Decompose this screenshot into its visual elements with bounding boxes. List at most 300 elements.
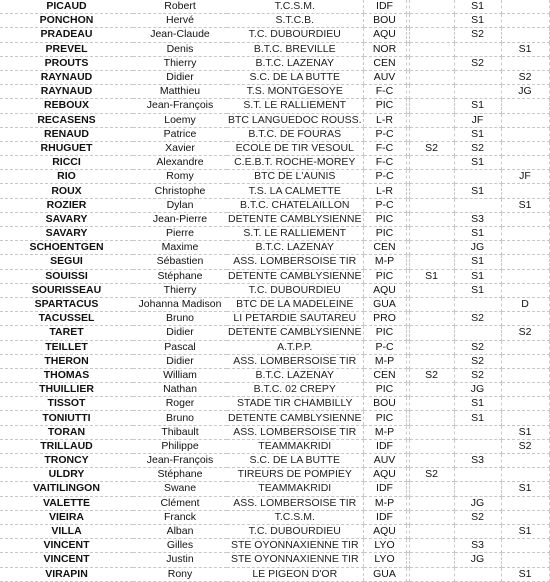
category-col-2-cell bbox=[409, 127, 454, 141]
region-cell: AQU bbox=[363, 524, 406, 538]
last-name-cell: REBOUX bbox=[0, 99, 133, 113]
table-row bbox=[0, 28, 549, 42]
table-row bbox=[0, 170, 549, 184]
first-name-cell: Loemy bbox=[133, 113, 227, 127]
first-name-cell: Philippe bbox=[133, 439, 227, 453]
category-col-2-cell bbox=[409, 113, 454, 127]
last-name-cell: TACUSSEL bbox=[0, 312, 133, 326]
category-col-2-cell bbox=[409, 397, 454, 411]
club-cell: ECOLE DE TIR VESOUL bbox=[227, 141, 363, 155]
category-col-3-cell: S1 bbox=[454, 127, 501, 141]
category-col-4-cell bbox=[501, 113, 549, 127]
last-name-cell: ROUX bbox=[0, 184, 133, 198]
category-col-4-cell bbox=[501, 411, 549, 425]
category-col-2-cell bbox=[409, 56, 454, 70]
category-col-2-cell: S2 bbox=[409, 141, 454, 155]
category-col-3-cell: S1 bbox=[454, 184, 501, 198]
category-col-2-cell bbox=[409, 42, 454, 56]
club-cell: ASS. LOMBERSOISE TIR bbox=[227, 354, 363, 368]
first-name-cell: Matthieu bbox=[133, 85, 227, 99]
category-col-3-cell bbox=[454, 326, 501, 340]
last-name-cell: PROUTS bbox=[0, 56, 133, 70]
category-col-3-cell bbox=[454, 425, 501, 439]
last-name-cell: THERON bbox=[0, 354, 133, 368]
table-row bbox=[0, 383, 549, 397]
category-col-2-cell bbox=[409, 198, 454, 212]
category-col-2-cell bbox=[409, 212, 454, 226]
last-name-cell: RICCI bbox=[0, 156, 133, 170]
category-col-4-cell bbox=[501, 354, 549, 368]
first-name-cell: Robert bbox=[133, 0, 227, 14]
table-row bbox=[0, 567, 549, 581]
category-col-2-cell bbox=[409, 0, 454, 14]
last-name-cell: SAVARY bbox=[0, 227, 133, 241]
last-name-cell: SPARTACUS bbox=[0, 297, 133, 311]
table-row bbox=[0, 510, 549, 524]
club-cell: B.T.C. LAZENAY bbox=[227, 241, 363, 255]
region-cell: IDF bbox=[363, 439, 406, 453]
category-col-4-cell: D bbox=[501, 297, 549, 311]
club-cell: STE OYONNAXIENNE TIR bbox=[227, 553, 363, 567]
last-name-cell: VALETTE bbox=[0, 496, 133, 510]
category-col-3-cell: S2 bbox=[454, 56, 501, 70]
category-col-3-cell: S2 bbox=[454, 312, 501, 326]
category-col-2-cell bbox=[409, 14, 454, 28]
club-cell: S.T.C.B. bbox=[227, 14, 363, 28]
category-col-2-cell bbox=[409, 539, 454, 553]
last-name-cell: TISSOT bbox=[0, 397, 133, 411]
category-col-4-cell bbox=[501, 141, 549, 155]
region-cell: IDF bbox=[363, 510, 406, 524]
category-col-3-cell bbox=[454, 482, 501, 496]
last-name-cell: TRILLAUD bbox=[0, 439, 133, 453]
table-row bbox=[0, 212, 549, 226]
club-cell: TEAMMAKRIDI bbox=[227, 439, 363, 453]
region-cell: LYO bbox=[363, 539, 406, 553]
region-cell: CEN bbox=[363, 241, 406, 255]
category-col-3-cell bbox=[454, 85, 501, 99]
last-name-cell: THUILLIER bbox=[0, 383, 133, 397]
last-name-cell: TORAN bbox=[0, 425, 133, 439]
category-col-4-cell: JF bbox=[501, 170, 549, 184]
category-col-4-cell bbox=[501, 510, 549, 524]
last-name-cell: PICAUD bbox=[0, 0, 133, 14]
last-name-cell: PRADEAU bbox=[0, 28, 133, 42]
category-col-3-cell: S2 bbox=[454, 354, 501, 368]
category-col-2-cell bbox=[409, 227, 454, 241]
club-cell: S.T. LE RALLIEMENT bbox=[227, 227, 363, 241]
club-cell: TIREURS DE POMPIEY bbox=[227, 468, 363, 482]
first-name-cell: Rony bbox=[133, 567, 227, 581]
last-name-cell: SOURISSEAU bbox=[0, 283, 133, 297]
table-row bbox=[0, 425, 549, 439]
category-col-3-cell: S2 bbox=[454, 340, 501, 354]
table-row bbox=[0, 127, 549, 141]
table-row bbox=[0, 553, 549, 567]
first-name-cell: Thibault bbox=[133, 425, 227, 439]
category-col-4-cell bbox=[501, 99, 549, 113]
category-col-2-cell bbox=[409, 70, 454, 84]
club-cell: T.C.S.M. bbox=[227, 510, 363, 524]
category-col-4-cell: S2 bbox=[501, 70, 549, 84]
club-cell: B.T.C. LAZENAY bbox=[227, 368, 363, 382]
region-cell: PIC bbox=[363, 326, 406, 340]
category-col-4-cell: S1 bbox=[501, 198, 549, 212]
first-name-cell: Alban bbox=[133, 524, 227, 538]
table-row bbox=[0, 312, 549, 326]
category-col-2-cell bbox=[409, 283, 454, 297]
table-row bbox=[0, 340, 549, 354]
region-cell: GUA bbox=[363, 567, 406, 581]
last-name-cell: RIO bbox=[0, 170, 133, 184]
category-col-4-cell bbox=[501, 184, 549, 198]
club-cell: ASS. LOMBERSOISE TIR bbox=[227, 425, 363, 439]
category-col-4-cell: S2 bbox=[501, 439, 549, 453]
category-col-3-cell: S1 bbox=[454, 156, 501, 170]
first-name-cell: Thierry bbox=[133, 56, 227, 70]
first-name-cell: Jean-François bbox=[133, 99, 227, 113]
last-name-cell: VIEIRA bbox=[0, 510, 133, 524]
category-col-3-cell: S2 bbox=[454, 141, 501, 155]
category-col-4-cell bbox=[501, 56, 549, 70]
table-row bbox=[0, 468, 549, 482]
club-cell: S.T. LE RALLIEMENT bbox=[227, 99, 363, 113]
first-name-cell: Bruno bbox=[133, 312, 227, 326]
last-name-cell: RAYNAUD bbox=[0, 85, 133, 99]
category-col-2-cell bbox=[409, 297, 454, 311]
table-row bbox=[0, 184, 549, 198]
region-cell: M-P bbox=[363, 496, 406, 510]
club-cell: S.C. DE LA BUTTE bbox=[227, 454, 363, 468]
category-col-4-cell bbox=[501, 14, 549, 28]
category-col-2-cell bbox=[409, 326, 454, 340]
last-name-cell: SOUISSI bbox=[0, 269, 133, 283]
last-name-cell: RAYNAUD bbox=[0, 70, 133, 84]
category-col-3-cell bbox=[454, 524, 501, 538]
club-cell: DETENTE CAMBLYSIENNE bbox=[228, 326, 362, 339]
first-name-cell: Swane bbox=[133, 482, 227, 496]
region-cell: PIC bbox=[363, 227, 406, 241]
category-col-3-cell: S1 bbox=[454, 227, 501, 241]
category-col-2-cell bbox=[409, 85, 454, 99]
category-col-3-cell: S1 bbox=[454, 397, 501, 411]
category-col-4-cell: S1 bbox=[501, 425, 549, 439]
first-name-cell: Stéphane bbox=[133, 468, 227, 482]
region-cell: AQU bbox=[363, 468, 406, 482]
table-row bbox=[0, 241, 549, 255]
first-name-cell: Alexandre bbox=[133, 156, 227, 170]
first-name-cell: Jean-Claude bbox=[133, 28, 227, 42]
category-col-2-cell bbox=[409, 354, 454, 368]
last-name-cell: PREVEL bbox=[0, 42, 133, 56]
club-cell: STADE TIR CHAMBILLY bbox=[227, 397, 363, 411]
last-name-cell: RHUGUET bbox=[0, 141, 133, 155]
club-cell: BTC LANGUEDOC ROUSS. bbox=[227, 113, 362, 126]
table-row bbox=[0, 411, 549, 425]
category-col-2-cell: S2 bbox=[409, 468, 454, 482]
first-name-cell: Bruno bbox=[133, 411, 227, 425]
first-name-cell: Didier bbox=[133, 326, 227, 340]
category-col-2-cell bbox=[409, 553, 454, 567]
region-cell: P-C bbox=[363, 340, 406, 354]
category-col-3-cell: JG bbox=[454, 496, 501, 510]
region-cell: IDF bbox=[363, 482, 406, 496]
region-cell: PRO bbox=[363, 312, 406, 326]
category-col-4-cell bbox=[501, 468, 549, 482]
first-name-cell: Christophe bbox=[133, 184, 227, 198]
category-col-2-cell bbox=[409, 454, 454, 468]
category-col-4-cell bbox=[501, 28, 549, 42]
category-col-3-cell: S1 bbox=[454, 411, 501, 425]
table-row bbox=[0, 56, 549, 70]
last-name-cell: ROZIER bbox=[0, 198, 133, 212]
region-cell: PIC bbox=[363, 269, 406, 283]
club-cell: BTC DE LA MADELEINE bbox=[227, 297, 363, 311]
category-col-3-cell bbox=[454, 70, 501, 84]
category-col-4-cell bbox=[501, 454, 549, 468]
category-col-2-cell bbox=[409, 482, 454, 496]
table-row bbox=[0, 454, 549, 468]
category-col-4-cell bbox=[501, 383, 549, 397]
club-cell: LE PIGEON D'OR bbox=[227, 567, 363, 581]
first-name-cell: Jean-Pierre bbox=[133, 212, 227, 226]
region-cell: CEN bbox=[363, 368, 406, 382]
category-col-3-cell: JG bbox=[454, 241, 501, 255]
club-cell: B.T.C. CHATELAILLON bbox=[227, 198, 363, 212]
club-cell: B.T.C. DE FOURAS bbox=[227, 127, 363, 141]
table-row bbox=[0, 0, 549, 14]
region-cell: PIC bbox=[363, 212, 406, 226]
region-cell: F-C bbox=[363, 85, 406, 99]
region-cell: F-C bbox=[363, 141, 406, 155]
category-col-2-cell bbox=[409, 312, 454, 326]
table-row bbox=[0, 99, 549, 113]
table-row bbox=[0, 326, 549, 340]
last-name-cell: PONCHON bbox=[0, 14, 133, 28]
category-col-3-cell: S1 bbox=[454, 0, 501, 14]
club-cell: T.C.S.M. bbox=[227, 0, 363, 14]
table-row bbox=[0, 439, 549, 453]
category-col-3-cell: JG bbox=[454, 553, 501, 567]
category-col-4-cell: S1 bbox=[501, 482, 549, 496]
category-col-3-cell: S1 bbox=[454, 255, 501, 269]
last-name-cell: SEGUI bbox=[0, 255, 133, 269]
last-name-cell: VINCENT bbox=[0, 539, 133, 553]
club-cell: B.T.C. LAZENAY bbox=[227, 56, 363, 70]
category-col-3-cell bbox=[454, 468, 501, 482]
table-row bbox=[0, 269, 549, 283]
category-col-3-cell bbox=[454, 439, 501, 453]
category-col-3-cell bbox=[454, 198, 501, 212]
category-col-2-cell bbox=[409, 524, 454, 538]
category-col-3-cell: S2 bbox=[454, 510, 501, 524]
category-col-2-cell bbox=[409, 28, 454, 42]
first-name-cell: Patrice bbox=[133, 127, 227, 141]
region-cell: M-P bbox=[363, 425, 406, 439]
region-cell: BOU bbox=[363, 397, 406, 411]
club-cell: ASS. LOMBERSOISE TIR bbox=[227, 255, 363, 269]
region-cell: BOU bbox=[363, 14, 406, 28]
first-name-cell: Gilles bbox=[133, 539, 227, 553]
last-name-cell: SCHOENTGEN bbox=[0, 241, 133, 255]
last-name-cell: SAVARY bbox=[0, 212, 133, 226]
region-cell: L-R bbox=[363, 184, 406, 198]
first-name-cell: Clément bbox=[133, 496, 227, 510]
category-col-4-cell bbox=[501, 312, 549, 326]
table-row bbox=[0, 255, 549, 269]
category-col-4-cell bbox=[501, 156, 549, 170]
category-col-3-cell: S1 bbox=[454, 14, 501, 28]
category-col-4-cell bbox=[501, 397, 549, 411]
category-col-2-cell bbox=[409, 383, 454, 397]
region-cell: P-C bbox=[363, 170, 406, 184]
region-cell: AUV bbox=[363, 70, 406, 84]
category-col-4-cell bbox=[501, 212, 549, 226]
last-name-cell: THOMAS bbox=[0, 368, 133, 382]
region-cell: PIC bbox=[363, 411, 406, 425]
table-row bbox=[0, 42, 549, 56]
category-col-3-cell bbox=[454, 42, 501, 56]
club-cell: S.C. DE LA BUTTE bbox=[227, 70, 363, 84]
last-name-cell: RECASENS bbox=[0, 113, 133, 127]
table-row bbox=[0, 227, 549, 241]
region-cell: CEN bbox=[363, 56, 406, 70]
category-col-2-cell bbox=[409, 255, 454, 269]
last-name-cell: TRONCY bbox=[0, 454, 133, 468]
last-name-cell: RENAUD bbox=[0, 127, 133, 141]
category-col-4-cell bbox=[501, 340, 549, 354]
last-name-cell: VIRAPIN bbox=[0, 567, 133, 581]
first-name-cell: Nathan bbox=[133, 383, 227, 397]
table-row bbox=[0, 85, 549, 99]
club-cell: BTC DE L'AUNIS bbox=[227, 170, 363, 184]
category-col-3-cell: JF bbox=[454, 113, 501, 127]
first-name-cell: Roger bbox=[133, 397, 227, 411]
region-cell: NOR bbox=[363, 42, 406, 56]
table-row bbox=[0, 141, 549, 155]
region-cell: P-C bbox=[363, 127, 406, 141]
first-name-cell: Didier bbox=[133, 70, 227, 84]
category-col-3-cell bbox=[454, 297, 501, 311]
category-col-2-cell: S1 bbox=[409, 269, 454, 283]
region-cell: M-P bbox=[363, 255, 406, 269]
club-cell: LI PETARDIE SAUTAREU bbox=[227, 312, 363, 326]
first-name-cell: Denis bbox=[133, 42, 227, 56]
club-cell: DETENTE CAMBLYSIENNE bbox=[228, 411, 362, 424]
category-col-3-cell: S2 bbox=[454, 368, 501, 382]
category-col-2-cell bbox=[409, 156, 454, 170]
first-name-cell: Romy bbox=[133, 170, 227, 184]
category-col-2-cell bbox=[409, 184, 454, 198]
club-cell: TEAMMAKRIDI bbox=[227, 482, 363, 496]
category-col-3-cell: S1 bbox=[454, 269, 501, 283]
last-name-cell: VINCENT bbox=[0, 553, 133, 567]
first-name-cell: Didier bbox=[133, 354, 227, 368]
first-name-cell: Xavier bbox=[133, 141, 227, 155]
first-name-cell: Johanna Madison bbox=[133, 297, 227, 311]
category-col-4-cell bbox=[501, 283, 549, 297]
club-cell: T.S. LA CALMETTE bbox=[227, 184, 363, 198]
last-name-cell: VAITILINGON bbox=[0, 482, 133, 496]
first-name-cell: Pascal bbox=[133, 340, 227, 354]
category-col-4-cell bbox=[501, 496, 549, 510]
table-row bbox=[0, 354, 549, 368]
table-row bbox=[0, 524, 549, 538]
category-col-3-cell: S3 bbox=[454, 454, 501, 468]
category-col-3-cell: S3 bbox=[454, 539, 501, 553]
region-cell: LYO bbox=[363, 553, 406, 567]
first-name-cell: Maxime bbox=[133, 241, 227, 255]
category-col-4-cell: S2 bbox=[501, 326, 549, 340]
club-cell: DETENTE CAMBLYSIENNE bbox=[228, 269, 362, 282]
table-row bbox=[0, 14, 549, 28]
table-row bbox=[0, 539, 549, 553]
category-col-3-cell: S1 bbox=[454, 99, 501, 113]
category-col-4-cell: S1 bbox=[501, 42, 549, 56]
club-cell: STE OYONNAXIENNE TIR bbox=[227, 539, 363, 553]
category-col-4-cell: S1 bbox=[501, 567, 549, 581]
last-name-cell: ULDRY bbox=[0, 468, 133, 482]
first-name-cell: Stéphane bbox=[133, 269, 227, 283]
category-col-3-cell bbox=[454, 567, 501, 581]
category-col-2-cell bbox=[409, 241, 454, 255]
category-col-3-cell: S3 bbox=[454, 212, 501, 226]
first-name-cell: William bbox=[133, 368, 227, 382]
table-row bbox=[0, 368, 549, 382]
category-col-3-cell bbox=[454, 170, 501, 184]
region-cell: M-P bbox=[363, 354, 406, 368]
category-col-4-cell bbox=[501, 241, 549, 255]
category-col-4-cell bbox=[501, 227, 549, 241]
first-name-cell: Franck bbox=[133, 510, 227, 524]
table-row bbox=[0, 496, 549, 510]
first-name-cell: Jean-François bbox=[133, 454, 227, 468]
category-col-4-cell bbox=[501, 539, 549, 553]
table-row bbox=[0, 70, 549, 84]
category-col-2-cell bbox=[409, 340, 454, 354]
category-col-4-cell bbox=[501, 127, 549, 141]
category-col-4-cell bbox=[501, 553, 549, 567]
region-cell: P-C bbox=[363, 198, 406, 212]
category-col-4-cell bbox=[501, 269, 549, 283]
category-col-3-cell: S2 bbox=[454, 28, 501, 42]
region-cell: IDF bbox=[363, 0, 406, 14]
first-name-cell: Sébastien bbox=[133, 255, 227, 269]
category-col-3-cell: JG bbox=[454, 383, 501, 397]
first-name-cell: Justin bbox=[133, 553, 227, 567]
club-cell: A.T.P.P. bbox=[227, 340, 363, 354]
region-cell: GUA bbox=[363, 297, 406, 311]
region-cell: PIC bbox=[363, 99, 406, 113]
last-name-cell: TARET bbox=[0, 326, 133, 340]
category-col-4-cell: S1 bbox=[501, 524, 549, 538]
category-col-4-cell bbox=[501, 368, 549, 382]
category-col-2-cell bbox=[409, 170, 454, 184]
table-row bbox=[0, 198, 549, 212]
category-col-2-cell bbox=[409, 439, 454, 453]
club-cell: ASS. LOMBERSOISE TIR bbox=[227, 496, 363, 510]
club-cell: T.C. DUBOURDIEU bbox=[227, 28, 363, 42]
region-cell: AQU bbox=[363, 28, 406, 42]
club-cell: B.T.C. 02 CREPY bbox=[227, 383, 363, 397]
category-col-2-cell: S2 bbox=[409, 368, 454, 382]
category-col-4-cell bbox=[501, 255, 549, 269]
club-cell: B.T.C. BREVILLE bbox=[227, 42, 363, 56]
region-cell: AQU bbox=[363, 283, 406, 297]
first-name-cell: Hervé bbox=[133, 14, 227, 28]
category-col-2-cell bbox=[409, 99, 454, 113]
region-cell: F-C bbox=[363, 156, 406, 170]
